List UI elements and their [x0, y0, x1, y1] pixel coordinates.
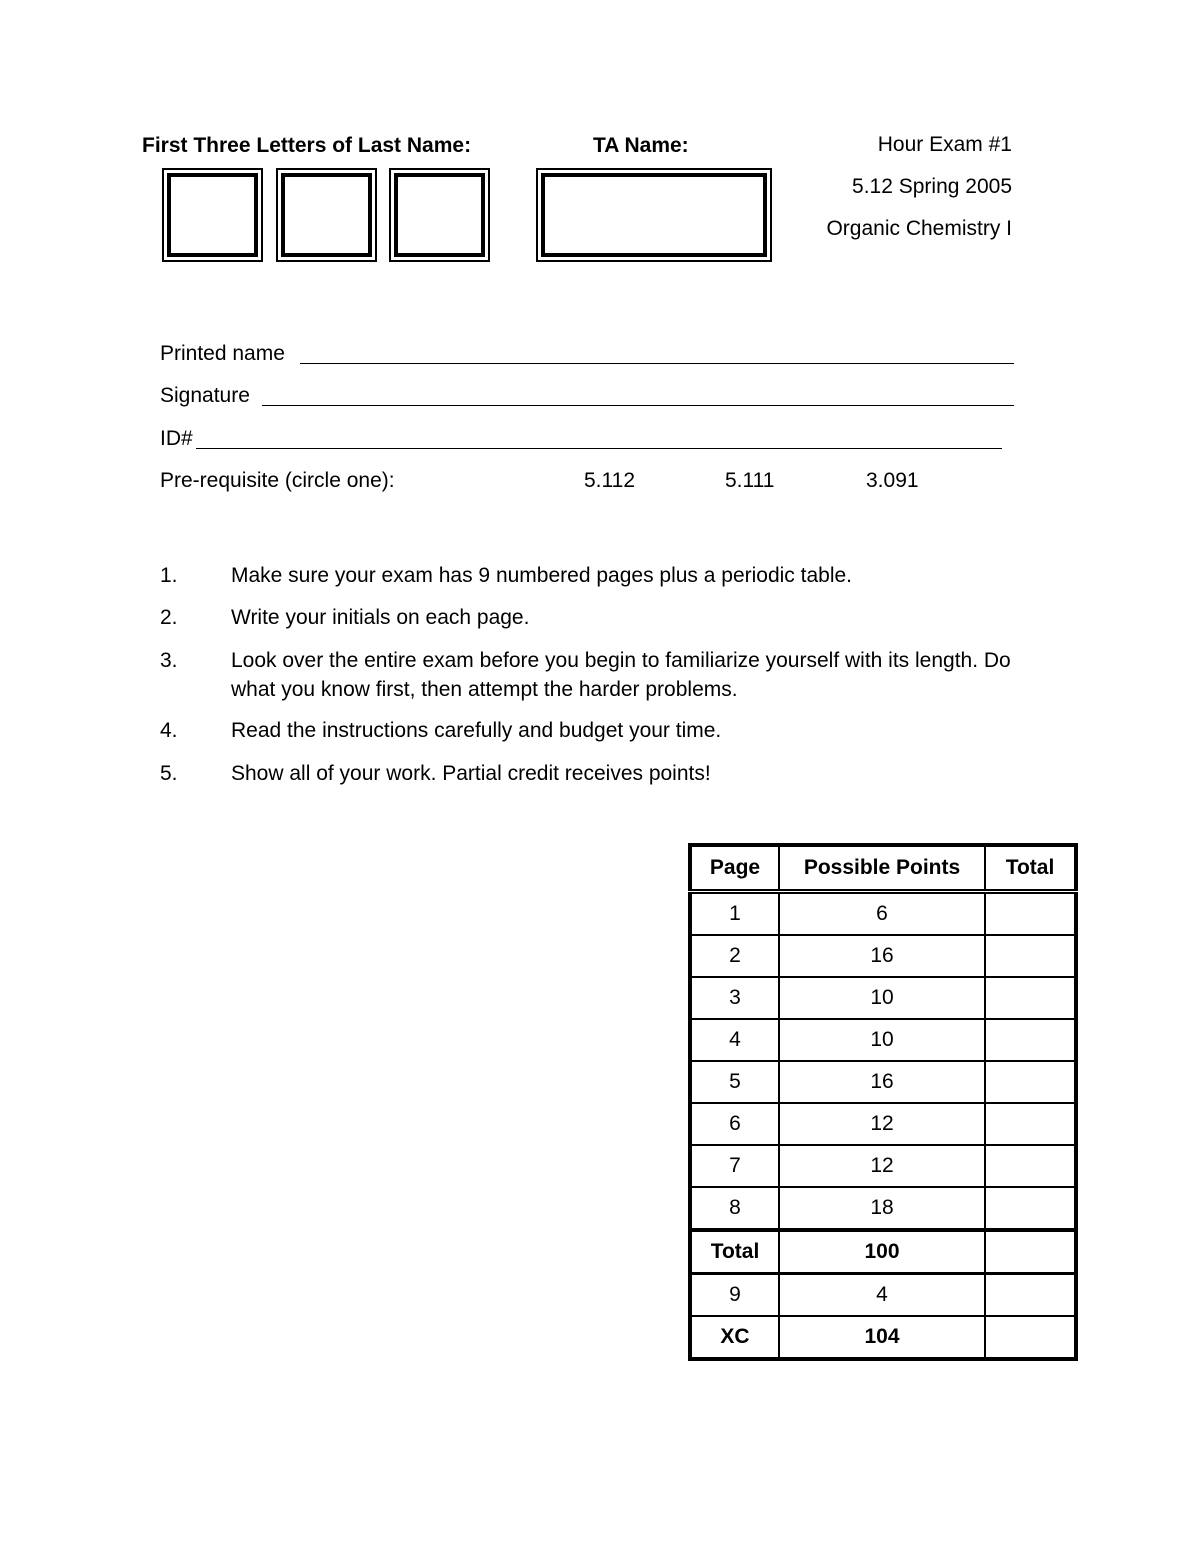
points-cell: 10 [779, 1019, 985, 1061]
signature-line[interactable] [262, 405, 1014, 406]
page-cell: XC [690, 1316, 779, 1359]
points-cell: 104 [779, 1316, 985, 1359]
page-cell: 9 [690, 1274, 779, 1317]
printed-name-label: Printed name [160, 342, 285, 365]
points-cell: 100 [779, 1230, 985, 1274]
page-cell: 3 [690, 977, 779, 1019]
page-cell: 4 [690, 1019, 779, 1061]
table-row [690, 1187, 1076, 1230]
ta-name-box[interactable] [541, 173, 767, 257]
id-line[interactable] [196, 448, 1002, 449]
table-row [690, 1274, 1076, 1317]
instruction-text: Read the instructions carefully and budget your time. [231, 719, 722, 742]
prereq-label: Pre-requisite (circle one): [160, 469, 395, 492]
page-cell: 8 [690, 1187, 779, 1230]
total-cell[interactable] [985, 935, 1076, 977]
points-cell: 4 [779, 1274, 985, 1317]
points-cell: 6 [779, 892, 985, 936]
instruction-number: 5. [160, 762, 178, 785]
points-cell: 16 [779, 1061, 985, 1103]
total-cell[interactable] [985, 977, 1076, 1019]
table-row [690, 1019, 1076, 1061]
header-possible-points: Possible Points [779, 845, 985, 892]
table-header-row [690, 845, 1076, 892]
total-cell[interactable] [985, 1274, 1076, 1317]
instruction-number: 4. [160, 719, 178, 742]
points-cell: 12 [779, 1103, 985, 1145]
score-table [688, 843, 1078, 1361]
table-row [690, 1061, 1076, 1103]
instruction-text: Make sure your exam has 9 numbered pages plus a periodic table. [231, 564, 853, 587]
course-subject: Organic Chemistry I [826, 217, 1012, 240]
page-cell: 5 [690, 1061, 779, 1103]
page-cell: 1 [690, 892, 779, 936]
page-cell: 7 [690, 1145, 779, 1187]
table-row [690, 977, 1076, 1019]
total-cell[interactable] [985, 1187, 1076, 1230]
prereq-option-3091[interactable]: 3.091 [866, 469, 919, 492]
table-row [690, 1103, 1076, 1145]
total-cell[interactable] [985, 1019, 1076, 1061]
exam-title: Hour Exam #1 [877, 133, 1012, 156]
instruction-text: Look over the entire exam before you begin to familiarize yourself with its length. Do what you know first, then attempt the harder problems. [231, 649, 1011, 701]
total-cell[interactable] [985, 1230, 1076, 1274]
instruction-text: Write your initials on each page. [231, 606, 530, 629]
initial-box-1[interactable] [167, 173, 258, 257]
points-cell: 10 [779, 977, 985, 1019]
course-code: 5.12 Spring 2005 [852, 175, 1012, 198]
ta-name-label: TA Name: [593, 134, 689, 157]
prereq-option-5112[interactable]: 5.112 [584, 469, 635, 492]
table-row [690, 892, 1076, 936]
table-row [690, 935, 1076, 977]
total-cell[interactable] [985, 1145, 1076, 1187]
total-cell[interactable] [985, 1103, 1076, 1145]
header-page: Page [690, 845, 779, 892]
signature-label: Signature [160, 384, 250, 407]
instruction-number: 3. [160, 649, 178, 672]
header-total: Total [985, 845, 1076, 892]
total-cell[interactable] [985, 892, 1076, 936]
points-cell: 16 [779, 935, 985, 977]
points-cell: 12 [779, 1145, 985, 1187]
table-row-xc [690, 1316, 1076, 1359]
initial-box-2[interactable] [281, 173, 372, 257]
page-cell: Total [690, 1230, 779, 1274]
initial-box-3[interactable] [394, 173, 485, 257]
printed-name-line[interactable] [300, 363, 1014, 364]
instruction-number: 1. [160, 564, 178, 587]
initials-label: First Three Letters of Last Name: [142, 134, 472, 157]
page-cell: 2 [690, 935, 779, 977]
instruction-number: 2. [160, 606, 178, 629]
table-row [690, 1145, 1076, 1187]
page-cell: 6 [690, 1103, 779, 1145]
total-cell[interactable] [985, 1316, 1076, 1359]
instruction-text: Show all of your work. Partial credit receives points! [231, 762, 711, 785]
prereq-option-5111[interactable]: 5.111 [725, 469, 775, 492]
total-cell[interactable] [985, 1061, 1076, 1103]
table-row-total [690, 1230, 1076, 1274]
id-label: ID# [160, 427, 193, 450]
points-cell: 18 [779, 1187, 985, 1230]
